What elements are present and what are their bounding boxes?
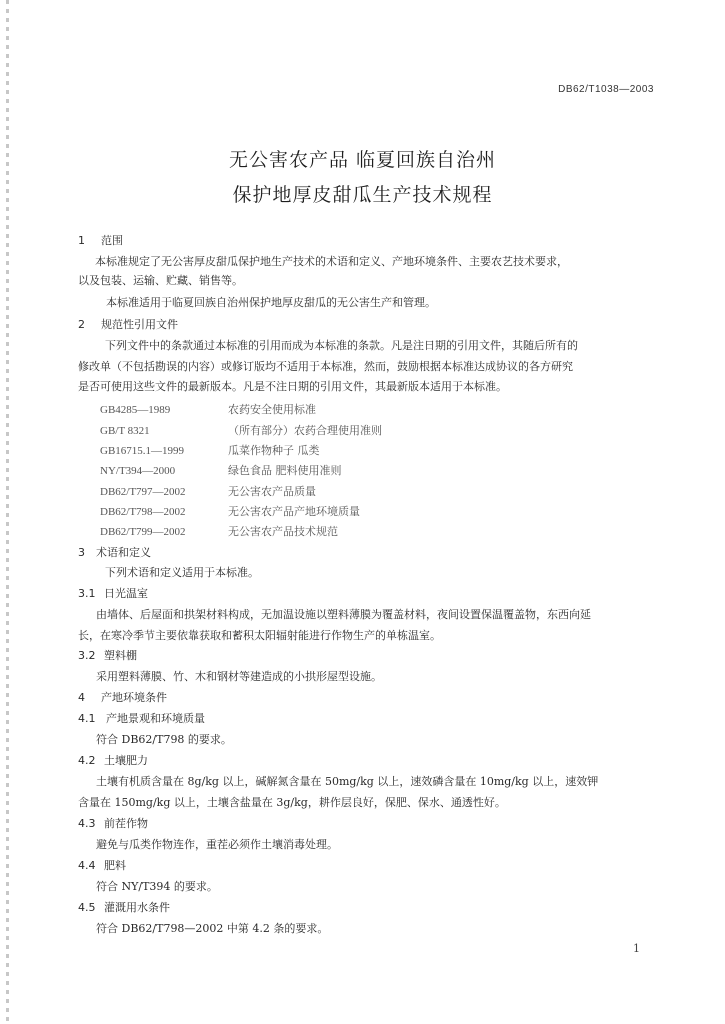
section-title: 日光温室 <box>104 587 148 600</box>
paragraph: 下列术语和定义适用于本标准。 <box>105 566 259 579</box>
section-number: 4.1 <box>78 712 96 725</box>
subsection-4-5-heading <box>78 901 170 915</box>
paragraph: 本标准适用于临夏回族自治州保护地厚皮甜瓜的无公害生产和管理。 <box>106 296 436 309</box>
document-title-line2: 保护地厚皮甜瓜生产技术规程 <box>232 184 493 206</box>
section-title: 术语和定义 <box>96 546 151 559</box>
document-title-line1: 无公害农产品 临夏回族自治州 <box>228 149 497 171</box>
section-number: 4 <box>78 691 85 704</box>
paragraph: 土壤有机质含量在 8g/kg 以上，碱解氮含量在 50mg/kg 以上，速效磷含量在 10mg/kg 以上，速效钾 <box>96 775 599 788</box>
section-title: 塑料棚 <box>104 649 137 662</box>
reference-item <box>100 403 316 417</box>
section-title: 规范性引用文件 <box>101 318 178 331</box>
reference-code: DB62/T799—2002 <box>100 526 186 538</box>
reference-name: 无公害农产品产地环境质量 <box>228 505 360 518</box>
reference-code: DB62/T798—2002 <box>100 506 186 518</box>
section-number: 4.2 <box>78 754 96 767</box>
section-4-heading <box>78 691 167 705</box>
section-number: 3 <box>78 546 85 559</box>
section-title: 前茬作物 <box>104 817 148 830</box>
section-number: 1 <box>78 234 85 247</box>
reference-code: GB16715.1—1999 <box>100 445 185 457</box>
page-number: 1 <box>633 942 640 955</box>
reference-name: （所有部分）农药合理使用准则 <box>228 424 382 437</box>
paragraph: 下列文件中的条款通过本标准的引用而成为本标准的条款。凡是注日期的引用文件，其随后所有的 <box>105 339 578 352</box>
subsection-3-2-heading <box>78 649 137 663</box>
reference-item <box>100 444 320 458</box>
section-2-heading <box>78 318 178 332</box>
section-number: 4.3 <box>78 817 96 830</box>
subsection-3-1-heading <box>78 587 148 601</box>
reference-item <box>100 485 316 499</box>
paragraph: 以及包装、运输、贮藏、销售等。 <box>78 274 243 287</box>
subsection-4-2-heading <box>78 754 148 768</box>
section-title: 产地环境条件 <box>101 691 167 704</box>
paragraph: 含量在 150mg/kg 以上，土壤含盐量在 3g/kg，耕作层良好，保肥、保水、通透性好。 <box>78 796 506 809</box>
section-title: 肥料 <box>104 859 126 872</box>
paragraph: 避免与瓜类作物连作，重茬必须作土壤消毒处理。 <box>96 838 338 851</box>
paragraph: 符合 DB62/T798 的要求。 <box>96 733 232 746</box>
section-number: 4.5 <box>78 901 96 914</box>
section-number: 3.2 <box>78 649 96 662</box>
reference-name: 瓜菜作物种子 瓜类 <box>228 444 320 457</box>
section-number: 3.1 <box>78 587 96 600</box>
paragraph: 符合 DB62/T798—2002 中第 4.2 条的要求。 <box>96 922 329 935</box>
paragraph: 由墙体、后屋面和拱架材料构成，无加温设施以塑料薄膜为覆盖材料，夜间设置保温覆盖物，东西向延 <box>96 608 591 621</box>
reference-item <box>100 525 338 539</box>
reference-name: 绿色食品 肥料使用准则 <box>228 464 342 477</box>
section-number: 2 <box>78 318 85 331</box>
reference-item <box>100 424 382 438</box>
paragraph: 符合 NY/T394 的要求。 <box>96 880 218 893</box>
reference-name: 农药安全使用标准 <box>228 403 316 416</box>
reference-item <box>100 464 342 478</box>
section-3-heading <box>78 546 151 560</box>
section-title: 灌溉用水条件 <box>104 901 170 914</box>
standard-code: DB62/T1038—2003 <box>558 84 654 95</box>
subsection-4-4-heading <box>78 859 126 873</box>
reference-name: 无公害农产品质量 <box>228 485 316 498</box>
subsection-4-1-heading <box>78 712 205 726</box>
paragraph: 本标准规定了无公害厚皮甜瓜保护地生产技术的术语和定义、产地环境条件、主要农艺技术要求， <box>95 255 568 268</box>
section-title: 范围 <box>101 234 123 247</box>
section-1-heading <box>78 234 123 248</box>
reference-code: GB/T 8321 <box>100 425 150 437</box>
subsection-4-3-heading <box>78 817 148 831</box>
section-title: 土壤肥力 <box>104 754 148 767</box>
reference-code: DB62/T797—2002 <box>100 486 186 498</box>
reference-code: GB4285—1989 <box>100 404 171 416</box>
paragraph: 采用塑料薄膜、竹、木和钢材等建造成的小拱形屋型设施。 <box>96 670 382 683</box>
reference-name: 无公害农产品技术规范 <box>228 525 338 538</box>
section-number: 4.4 <box>78 859 96 872</box>
reference-code: NY/T394—2000 <box>100 465 176 477</box>
section-title: 产地景观和环境质量 <box>106 712 205 725</box>
paragraph: 长，在寒冷季节主要依靠获取和蓄积太阳辐射能进行作物生产的单栋温室。 <box>78 629 441 642</box>
paragraph: 修改单（不包括勘误的内容）或修订版均不适用于本标准，然而，鼓励根据本标准达成协议的各方研究 <box>78 360 573 373</box>
paragraph: 是否可使用这些文件的最新版本。凡是不注日期的引用文件，其最新版本适用于本标准。 <box>78 380 507 393</box>
reference-item <box>100 505 360 519</box>
